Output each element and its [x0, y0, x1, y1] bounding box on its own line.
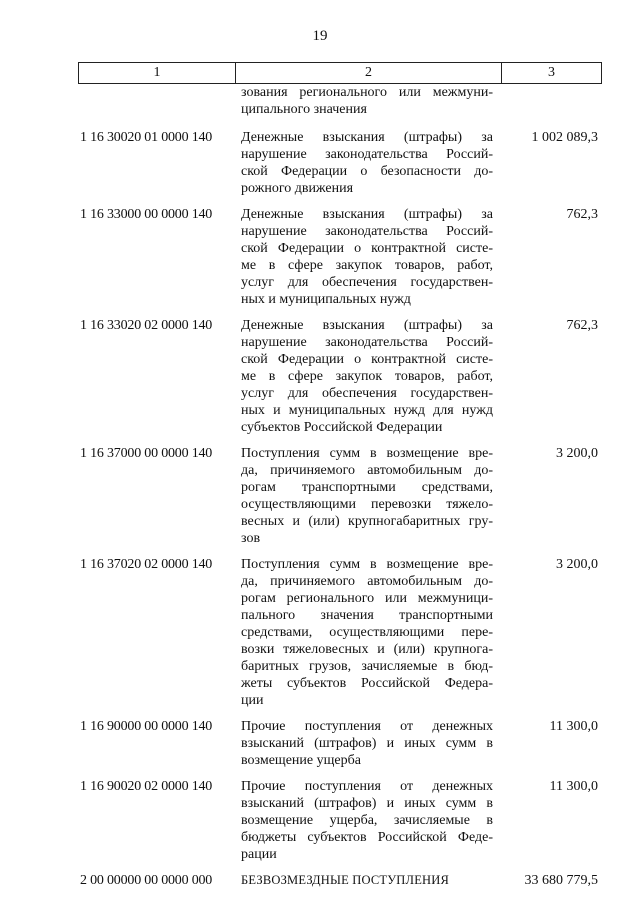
- row-amount: 11 300,0: [549, 779, 598, 794]
- row-name-line: возмещение ущерба, зачисляемые в: [241, 813, 493, 828]
- header-col-2: 2: [236, 63, 502, 83]
- row-name-line: ции: [241, 693, 264, 708]
- table-row-continuation: [78, 84, 602, 118]
- row-name-line: зования регионального или межмуни-: [241, 85, 493, 100]
- row-name: [235, 84, 493, 118]
- table-header: [78, 62, 602, 84]
- row-name-line: ме в сфере закупок товаров, работ,: [241, 258, 493, 273]
- header-col-3: 3: [548, 65, 555, 80]
- row-amount: 762,3: [566, 318, 598, 333]
- row-name-line: взысканий (штрафов) и иных сумм в: [241, 736, 493, 751]
- row-name-line: средствами, осуществляющими пере-: [241, 625, 493, 640]
- row-amount: 11 300,0: [549, 719, 598, 734]
- table-body: [78, 84, 602, 898]
- row-name-line: Прочие поступления от денежных: [241, 719, 493, 734]
- table-row: [78, 778, 602, 863]
- row-name-line: ской Федерации о контрактной систе-: [241, 241, 493, 256]
- row-name-line: ской Федерации о безопасности до-: [241, 164, 493, 179]
- row-name-line: осуществляющими перевозки тяжело-: [241, 497, 493, 512]
- row-code: 1 16 30020 01 0000 140: [80, 130, 213, 145]
- row-name-line: возмещение ущерба: [241, 753, 361, 768]
- row-name-line: Прочие поступления от денежных: [241, 779, 493, 794]
- row-amount: 33 680 779,5: [524, 873, 598, 888]
- row-code: [78, 84, 235, 118]
- row-name-line: рогам транспортными средствами,: [241, 480, 493, 495]
- row-name: [235, 317, 493, 436]
- row-name-line: нарушение законодательства Россий-: [241, 335, 493, 350]
- row-name-line: ных и муниципальных нужд для нужд: [241, 403, 493, 418]
- row-name: [235, 718, 493, 769]
- row-amount: [493, 84, 602, 118]
- row-name-line: рожного движения: [241, 181, 354, 196]
- row-code: 2 00 00000 00 0000 000: [80, 873, 213, 888]
- table-row: [78, 718, 602, 769]
- row-name-line: жеты субъектов Российской Федера-: [241, 676, 493, 691]
- row-name-line: Денежные взыскания (штрафы) за: [241, 130, 493, 145]
- row-name-line: нарушение законодательства Россий-: [241, 224, 493, 239]
- row-name-line: ципального значения: [241, 102, 367, 117]
- page-number: 19: [312, 28, 328, 44]
- row-code: 1 16 90020 02 0000 140: [80, 779, 213, 794]
- row-amount: 3 200,0: [556, 557, 598, 572]
- row-name: [235, 129, 493, 197]
- row-name-line: БЕЗВОЗМЕЗДНЫЕ ПОСТУПЛЕНИЯ: [241, 873, 450, 887]
- row-name: [235, 872, 493, 889]
- row-name: [235, 556, 493, 709]
- row-code: 1 16 33000 00 0000 140: [80, 207, 213, 222]
- header-col-1: 1: [79, 63, 236, 83]
- row-name-line: рации: [241, 847, 277, 862]
- row-name-line: бюджеты субъектов Российской Феде-: [241, 830, 493, 845]
- row-name-line: ных и муниципальных нужд: [241, 292, 411, 307]
- row-code: 1 16 33020 02 0000 140: [80, 318, 213, 333]
- row-name-line: зов: [241, 531, 261, 546]
- row-name: [235, 778, 493, 863]
- row-name: [235, 445, 493, 547]
- row-name-line: да, причиняемого автомобильным до-: [241, 574, 493, 589]
- row-amount: 762,3: [566, 207, 598, 222]
- row-name-line: субъектов Российской Федерации: [241, 420, 443, 435]
- row-name-line: возки тяжеловесных и (или) крупнога-: [241, 642, 493, 657]
- row-name-line: рогам регионального или межмуници-: [241, 591, 493, 606]
- row-amount: 3 200,0: [556, 446, 598, 461]
- row-name-line: услуг для обеспечения государствен-: [241, 275, 493, 290]
- row-code: 1 16 37000 00 0000 140: [80, 446, 213, 461]
- row-amount: 1 002 089,3: [531, 130, 598, 145]
- table-row: [78, 129, 602, 197]
- row-name-line: ме в сфере закупок товаров, работ,: [241, 369, 493, 384]
- row-name-line: Поступления сумм в возмещение вре-: [241, 557, 493, 572]
- row-name-line: весных и (или) крупногабаритных гру-: [241, 514, 493, 529]
- row-name: [235, 206, 493, 308]
- row-name-line: Денежные взыскания (штрафы) за: [241, 318, 493, 333]
- row-code: 1 16 90000 00 0000 140: [80, 719, 213, 734]
- row-code: 1 16 37020 02 0000 140: [80, 557, 213, 572]
- table-row: [78, 556, 602, 709]
- row-name-line: ской Федерации о контрактной систе-: [241, 352, 493, 367]
- row-name-line: да, причиняемого автомобильным до-: [241, 463, 493, 478]
- row-name-line: нарушение законодательства Россий-: [241, 147, 493, 162]
- table-row: [78, 445, 602, 547]
- table-row: [78, 872, 602, 889]
- row-name-line: Денежные взыскания (штрафы) за: [241, 207, 493, 222]
- row-name-line: баритных грузов, зачисляемые в бюд-: [241, 659, 493, 674]
- row-name-line: пального значения транспортными: [241, 608, 493, 623]
- row-name-line: Поступления сумм в возмещение вре-: [241, 446, 493, 461]
- table-row: [78, 317, 602, 436]
- row-name-line: взысканий (штрафов) и иных сумм в: [241, 796, 493, 811]
- table-row: [78, 206, 602, 308]
- row-name-line: услуг для обеспечения государствен-: [241, 386, 493, 401]
